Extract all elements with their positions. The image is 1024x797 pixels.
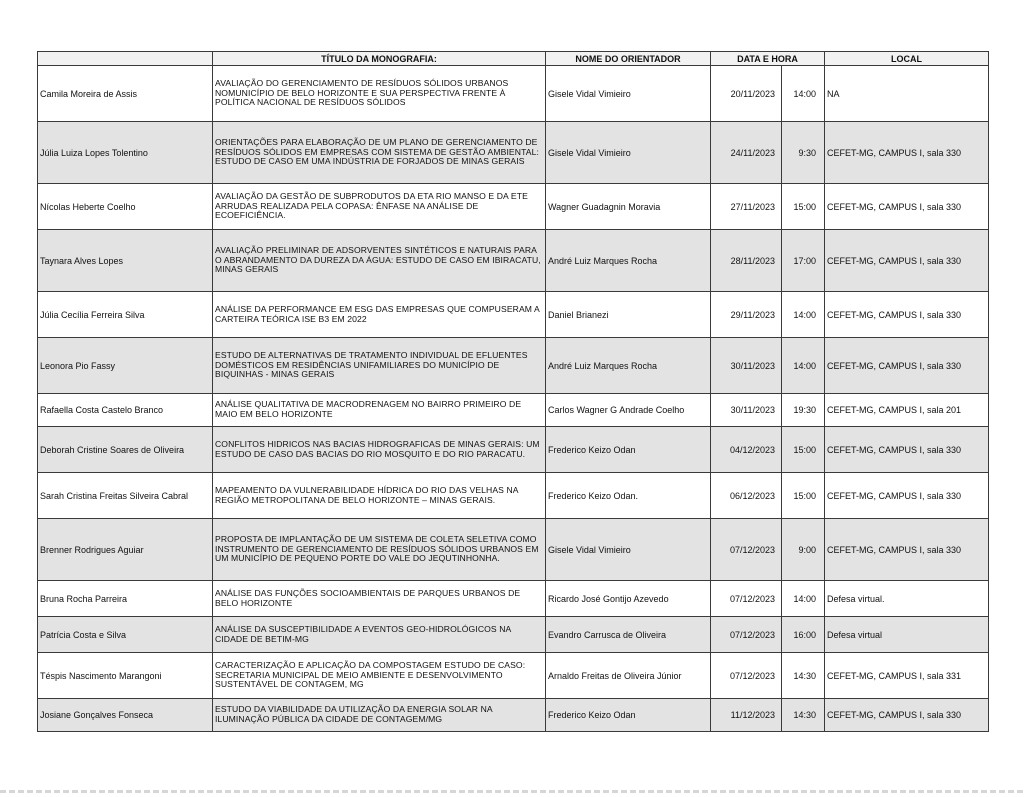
student-name: Josiane Gonçalves Fonseca bbox=[38, 699, 213, 732]
defense-date: 29/11/2023 bbox=[711, 292, 782, 338]
defense-time: 15:00 bbox=[782, 184, 825, 230]
defense-date: 04/12/2023 bbox=[711, 427, 782, 473]
student-name: Rafaella Costa Castelo Branco bbox=[38, 394, 213, 427]
table-row bbox=[38, 230, 989, 292]
monograph-title: ANÁLISE DA SUSCEPTIBILIDADE A EVENTOS GEO-HIDROLÓGICOS NA CIDADE DE BETIM-MG bbox=[213, 617, 546, 653]
advisor-name: Frederico Keizo Odan bbox=[546, 427, 711, 473]
student-name: Téspis Nascimento Marangoni bbox=[38, 653, 213, 699]
defense-location: CEFET-MG, CAMPUS I, sala 330 bbox=[825, 427, 989, 473]
advisor-name: André Luiz Marques Rocha bbox=[546, 338, 711, 394]
monograph-title: ESTUDO DE ALTERNATIVAS DE TRATAMENTO INDIVIDUAL DE EFLUENTES DOMÉSTICOS EM RESIDÊNCIAS UNIFAMILIARES DO MUNICÍPIO DE BIQUINHAS - MINAS GERAIS bbox=[213, 338, 546, 394]
defense-location: Defesa virtual. bbox=[825, 581, 989, 617]
advisor-name: Wagner Guadagnin Moravia bbox=[546, 184, 711, 230]
defense-date: 07/12/2023 bbox=[711, 617, 782, 653]
table-row bbox=[38, 427, 989, 473]
defense-time: 15:00 bbox=[782, 427, 825, 473]
monograph-title: ANÁLISE QUALITATIVA DE MACRODRENAGEM NO BAIRRO PRIMEIRO DE MAIO EM BELO HORIZONTE bbox=[213, 394, 546, 427]
monograph-title: ORIENTAÇÕES PARA ELABORAÇÃO DE UM PLANO DE GERENCIAMENTO DE RESÍDUOS SÓLIDOS EM EMPRESAS COM SISTEMA DE GESTÃO AMBIENTAL: ESTUDO DE CASO EM UMA INDÚSTRIA DE FORJADOS DE MINAS GERAIS bbox=[213, 122, 546, 184]
defense-schedule-table bbox=[37, 51, 989, 732]
header-student bbox=[38, 52, 213, 66]
advisor-name: Frederico Keizo Odan. bbox=[546, 473, 711, 519]
table-row bbox=[38, 184, 989, 230]
student-name: Leonora Pio Fassy bbox=[38, 338, 213, 394]
table-row bbox=[38, 699, 989, 732]
defense-location: CEFET-MG, CAMPUS I, sala 330 bbox=[825, 184, 989, 230]
defense-date: 30/11/2023 bbox=[711, 394, 782, 427]
defense-time: 16:00 bbox=[782, 617, 825, 653]
table-row bbox=[38, 581, 989, 617]
defense-date: 07/12/2023 bbox=[711, 581, 782, 617]
monograph-title: CARACTERIZAÇÃO E APLICAÇÃO DA COMPOSTAGEM ESTUDO DE CASO: SECRETARIA MUNICIPAL DE MEIO AMBIENTE E DESENVOLVIMENTO SUSTENTÁVEL DE CONTAGEM, MG bbox=[213, 653, 546, 699]
defense-location: CEFET-MG, CAMPUS I, sala 330 bbox=[825, 122, 989, 184]
defense-time: 14:00 bbox=[782, 292, 825, 338]
defense-time: 15:00 bbox=[782, 473, 825, 519]
monograph-title: CONFLITOS HIDRICOS NAS BACIAS HIDROGRAFICAS DE MINAS GERAIS: UM ESTUDO DE CASO DAS BACIAS DO RIO MOSQUITO E DO RIO PARACATU. bbox=[213, 427, 546, 473]
monograph-title: ANÁLISE DAS FUNÇÕES SOCIOAMBIENTAIS DE PARQUES URBANOS DE BELO HORIZONTE bbox=[213, 581, 546, 617]
defense-location: CEFET-MG, CAMPUS I, sala 330 bbox=[825, 519, 989, 581]
header-row bbox=[38, 52, 989, 66]
advisor-name: Daniel Brianezi bbox=[546, 292, 711, 338]
student-name: Bruna Rocha Parreira bbox=[38, 581, 213, 617]
defense-location: CEFET-MG, CAMPUS I, sala 201 bbox=[825, 394, 989, 427]
defense-time: 14:30 bbox=[782, 653, 825, 699]
defense-time: 14:00 bbox=[782, 581, 825, 617]
table-row bbox=[38, 66, 989, 122]
table-row bbox=[38, 617, 989, 653]
monograph-title: AVALIAÇÃO DA GESTÃO DE SUBPRODUTOS DA ETA RIO MANSO E DA ETE ARRUDAS REALIZADA PELA COPASA: ÊNFASE NA ANÁLISE DE ECOEFICIÊNCIA. bbox=[213, 184, 546, 230]
table-row bbox=[38, 394, 989, 427]
student-name: Júlia Luiza Lopes Tolentino bbox=[38, 122, 213, 184]
monograph-title: ESTUDO DA VIABILIDADE DA UTILIZAÇÃO DA ENERGIA SOLAR NA ILUMINAÇÃO PÚBLICA DA CIDADE DE CONTAGEM/MG bbox=[213, 699, 546, 732]
monograph-title: AVALIAÇÃO PRELIMINAR DE ADSORVENTES SINTÉTICOS E NATURAIS PARA O ABRANDAMENTO DA DUREZA DA ÁGUA: ESTUDO DE CASO EM IBIRACATU, MINAS GERAIS bbox=[213, 230, 546, 292]
advisor-name: Gisele Vidal Vimieiro bbox=[546, 66, 711, 122]
table-row bbox=[38, 338, 989, 394]
header-location: LOCAL bbox=[825, 52, 989, 66]
advisor-name: Gisele Vidal Vimieiro bbox=[546, 122, 711, 184]
defense-date: 27/11/2023 bbox=[711, 184, 782, 230]
defense-date: 24/11/2023 bbox=[711, 122, 782, 184]
defense-time: 14:30 bbox=[782, 699, 825, 732]
table-row bbox=[38, 292, 989, 338]
student-name: Taynara Alves Lopes bbox=[38, 230, 213, 292]
student-name: Camila Moreira de Assis bbox=[38, 66, 213, 122]
advisor-name: Ricardo José Gontijo Azevedo bbox=[546, 581, 711, 617]
header-title: TÍTULO DA MONOGRAFIA: bbox=[213, 52, 546, 66]
advisor-name: Gisele Vidal Vimieiro bbox=[546, 519, 711, 581]
monograph-title: AVALIAÇÃO DO GERENCIAMENTO DE RESÍDUOS SÓLIDOS URBANOS NOMUNICÍPIO DE BELO HORIZONTE E SUA PERSPECTIVA FRENTE À POLÍTICA NACIONAL DE RESÍDUOS SÓLIDOS bbox=[213, 66, 546, 122]
student-name: Nícolas Heberte Coelho bbox=[38, 184, 213, 230]
header-datetime: DATA E HORA bbox=[711, 52, 825, 66]
defense-date: 07/12/2023 bbox=[711, 519, 782, 581]
defense-location: CEFET-MG, CAMPUS I, sala 331 bbox=[825, 653, 989, 699]
defense-location: CEFET-MG, CAMPUS I, sala 330 bbox=[825, 473, 989, 519]
advisor-name: Arnaldo Freitas de Oliveira Júnior bbox=[546, 653, 711, 699]
defense-time: 9:00 bbox=[782, 519, 825, 581]
student-name: Brenner Rodrigues Aguiar bbox=[38, 519, 213, 581]
defense-date: 28/11/2023 bbox=[711, 230, 782, 292]
student-name: Patrícia Costa e Silva bbox=[38, 617, 213, 653]
table-row bbox=[38, 473, 989, 519]
defense-location: CEFET-MG, CAMPUS I, sala 330 bbox=[825, 292, 989, 338]
defense-location: CEFET-MG, CAMPUS I, sala 330 bbox=[825, 338, 989, 394]
table-row bbox=[38, 122, 989, 184]
advisor-name: Evandro Carrusca de Oliveira bbox=[546, 617, 711, 653]
table-row bbox=[38, 519, 989, 581]
defense-time: 14:00 bbox=[782, 66, 825, 122]
monograph-title: MAPEAMENTO DA VULNERABILIDADE HÍDRICA DO RIO DAS VELHAS NA REGIÃO METROPOLITANA DE BELO HORIZONTE – MINAS GERAIS. bbox=[213, 473, 546, 519]
defense-date: 30/11/2023 bbox=[711, 338, 782, 394]
student-name: Sarah Cristina Freitas Silveira Cabral bbox=[38, 473, 213, 519]
defense-date: 20/11/2023 bbox=[711, 66, 782, 122]
advisor-name: André Luiz Marques Rocha bbox=[546, 230, 711, 292]
defense-time: 14:00 bbox=[782, 338, 825, 394]
defense-date: 07/12/2023 bbox=[711, 653, 782, 699]
page-edge-dashes bbox=[0, 790, 1024, 793]
advisor-name: Carlos Wagner G Andrade Coelho bbox=[546, 394, 711, 427]
defense-location: CEFET-MG, CAMPUS I, sala 330 bbox=[825, 699, 989, 732]
defense-location: Defesa virtual bbox=[825, 617, 989, 653]
student-name: Deborah Cristine Soares de Oliveira bbox=[38, 427, 213, 473]
advisor-name: Frederico Keizo Odan bbox=[546, 699, 711, 732]
defense-date: 06/12/2023 bbox=[711, 473, 782, 519]
student-name: Júlia Cecília Ferreira Silva bbox=[38, 292, 213, 338]
header-advisor: NOME DO ORIENTADOR bbox=[546, 52, 711, 66]
defense-location: NA bbox=[825, 66, 989, 122]
table-row bbox=[38, 653, 989, 699]
defense-time: 9:30 bbox=[782, 122, 825, 184]
defense-time: 17:00 bbox=[782, 230, 825, 292]
monograph-title: ANÁLISE DA PERFORMANCE EM ESG DAS EMPRESAS QUE COMPUSERAM A CARTEIRA TEÓRICA ISE B3 EM 2022 bbox=[213, 292, 546, 338]
defense-time: 19:30 bbox=[782, 394, 825, 427]
defense-location: CEFET-MG, CAMPUS I, sala 330 bbox=[825, 230, 989, 292]
monograph-title: PROPOSTA DE IMPLANTAÇÃO DE UM SISTEMA DE COLETA SELETIVA COMO INSTRUMENTO DE GERENCIAMENTO DE RESÍDUOS SÓLIDOS URBANOS EM UM MUNICÍPIO DE PEQUENO PORTE DO VALE DO JEQUTINHONHA. bbox=[213, 519, 546, 581]
defense-date: 11/12/2023 bbox=[711, 699, 782, 732]
